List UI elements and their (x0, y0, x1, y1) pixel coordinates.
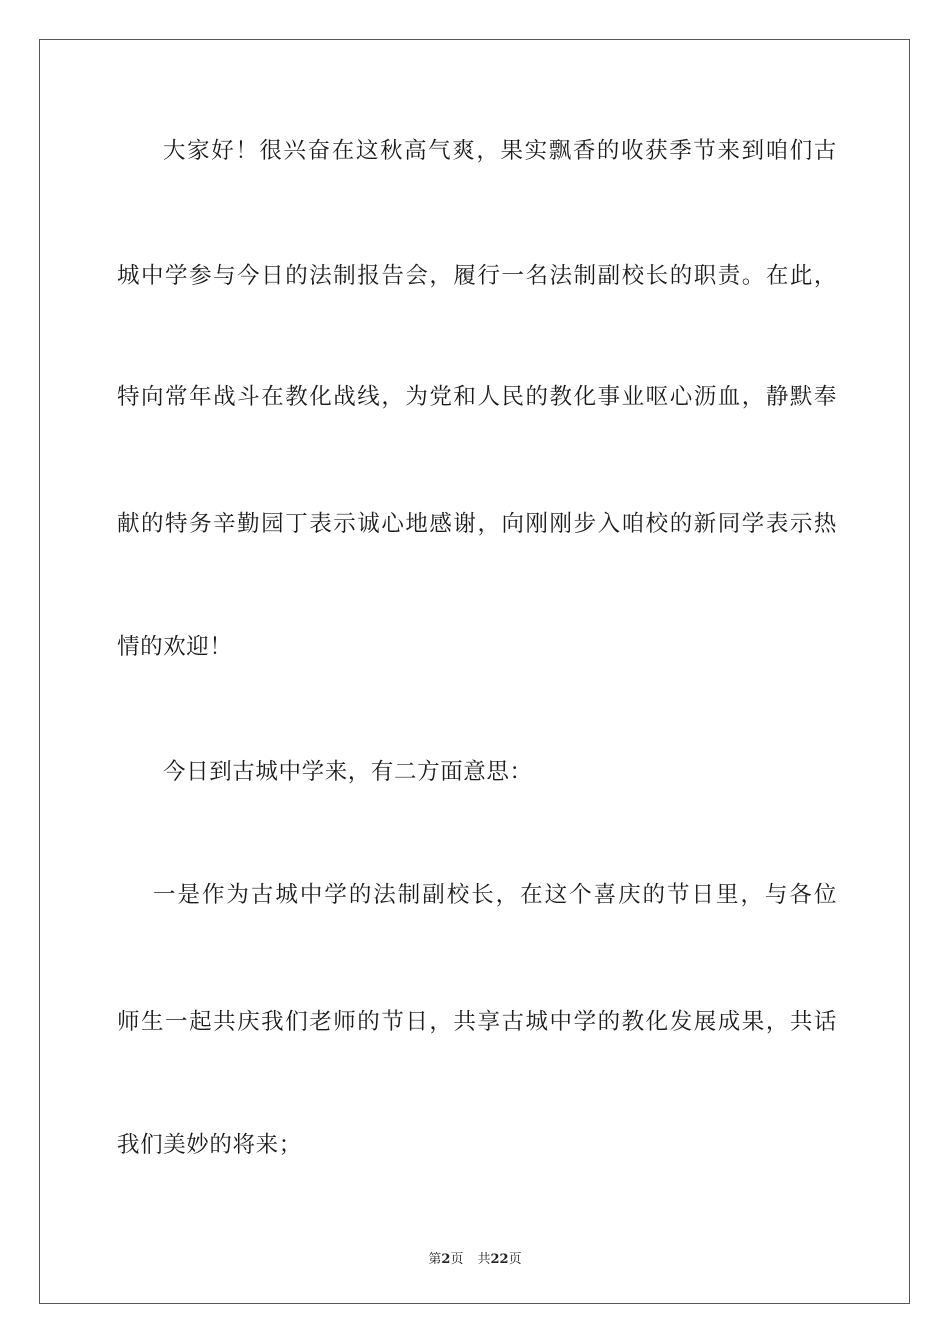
page-prefix: 第 (428, 1252, 442, 1267)
total-pages: 22 (490, 1252, 509, 1267)
page-number: 2 (441, 1252, 451, 1267)
paragraph-line-7: 一是作为古城中学的法制副校长，在这个喜庆的节日里，与各位 (153, 882, 837, 908)
page-border (39, 39, 910, 1304)
page-suffix: 页 (450, 1252, 464, 1267)
paragraph-line-6: 今日到古城中学来，有二方面意思： (163, 759, 533, 785)
paragraph-line-4: 献的特务辛勤园丁表示诚心地感谢，向刚刚步入咱校的新同学表示热 (117, 511, 837, 537)
paragraph-line-2: 城中学参与今日的法制报告会，履行一名法制副校长的职责。在此， (117, 263, 837, 289)
page-footer (0, 1248, 950, 1267)
paragraph-line-9: 我们美妙的将来； (117, 1132, 302, 1158)
paragraph-line-3: 特向常年战斗在教化战线，为党和人民的教化事业呕心沥血，静默奉 (117, 384, 837, 410)
total-prefix: 共 (477, 1252, 491, 1267)
total-suffix: 页 (508, 1252, 522, 1267)
paragraph-line-8: 师生一起共庆我们老师的节日，共享古城中学的教化发展成果，共话 (117, 1009, 837, 1035)
paragraph-line-1: 大家好！很兴奋在这秋高气爽，果实飘香的收获季节来到咱们古 (163, 138, 837, 164)
paragraph-line-5: 情的欢迎！ (117, 634, 233, 660)
